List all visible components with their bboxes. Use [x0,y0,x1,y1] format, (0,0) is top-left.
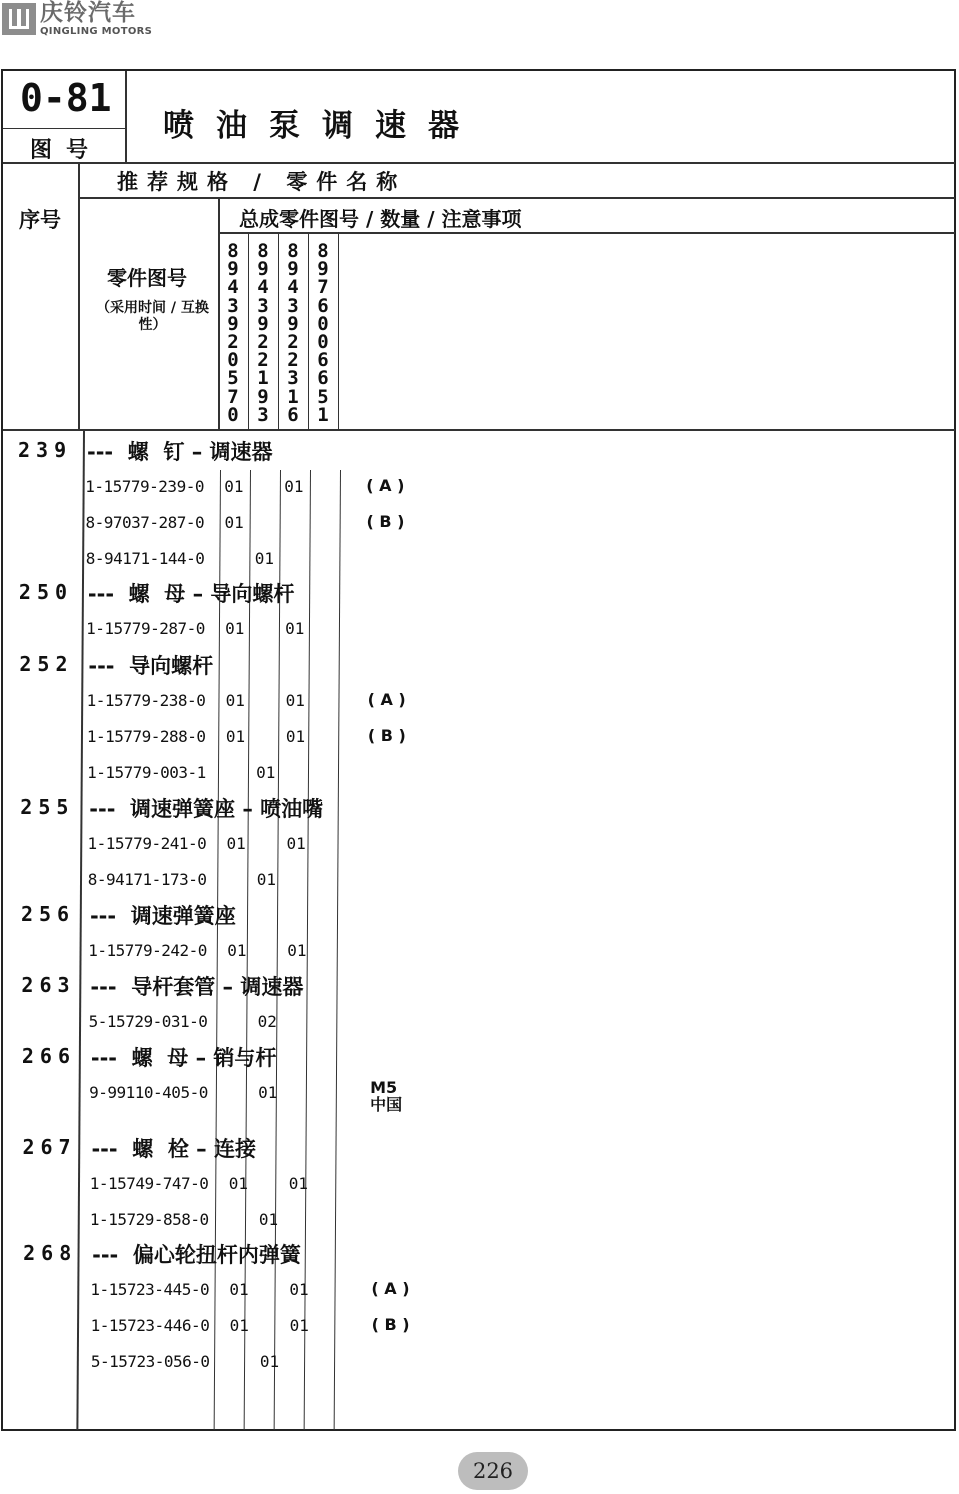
title-underline [3,162,955,164]
group-name: --- 偏心轮扭杆内弹簧 [92,1243,301,1267]
part-number: 8-97037-287-0 [85,513,205,532]
assembly-number-2: 8943922193 [257,240,269,426]
part-number: 9-99110-405-0 [89,1083,208,1102]
part-number: 1-15723-445-0 [90,1280,210,1299]
group-name: --- 导杆套管 – 调速器 [90,975,304,999]
part-number: 5-15723-056-0 [90,1352,210,1371]
group-seq: 263 [21,973,76,997]
part-qty: 01 [289,1316,309,1335]
group-seq: 252 [19,652,74,676]
assembly-number-1: 8943920570 [227,240,239,426]
part-qty: 01 [285,619,305,638]
part-number: 1-15729-858-0 [89,1210,209,1229]
part-number: 1-15779-288-0 [86,727,206,746]
part-qty: 01 [285,727,306,746]
part-qty: 01 [256,763,276,782]
part-qty: 01 [228,1174,248,1193]
part-qty: 02 [257,1012,277,1031]
part-number: 1-15779-287-0 [86,619,205,638]
part-number: 1-15749-747-0 [89,1174,209,1193]
part-note: ( A ) [371,1279,410,1298]
seq-vline-header [78,164,80,430]
part-qty: 01 [259,1352,280,1371]
part-qty: 01 [258,1083,278,1102]
part-note: ( A ) [367,690,406,709]
part-number: 1-15723-446-0 [90,1316,210,1335]
part-qty: 01 [224,477,244,496]
part-qty: 01 [258,1210,279,1229]
part-qty: 01 [285,691,305,710]
part-qty: 01 [227,941,247,960]
fig-divider [3,128,125,129]
asm-underline [220,232,955,234]
part-number: 1-15779-003-1 [87,763,206,782]
part-qty: 01 [225,691,245,710]
spec-header: 推荐规格 / 零件名称 [117,170,407,194]
group-seq: 255 [20,795,75,819]
asm-vline-1 [248,234,249,430]
part-qty: 01 [286,834,306,853]
asm-vline-4 [338,234,339,430]
part-number: 1-15779-239-0 [85,477,204,496]
group-name: --- 螺 钉 – 调速器 [87,440,273,464]
seq-header: 序号 [19,208,61,232]
figure-number-label: 图号 [30,138,103,163]
part-note: M5 中国 [370,1078,403,1114]
group-name: --- 调速弹簧座 [89,904,236,928]
asm-vline-2 [278,234,279,430]
part-number: 8-94171-144-0 [85,549,205,568]
part-note: ( B ) [371,1315,410,1334]
brand-logo [2,2,152,36]
brand-name-cn: 庆铃汽车 [40,0,136,26]
brand-text [40,2,152,37]
group-seq: 250 [18,580,74,604]
group-name: --- 调速弹簧座 – 喷油嘴 [89,797,324,821]
part-number: 1-15779-241-0 [87,834,207,853]
group-name: --- 螺 母 – 销与杆 [90,1046,277,1070]
part-qty: 01 [284,477,304,496]
part-qty: 01 [288,1174,308,1193]
figure-number: 0-81 [20,76,112,120]
page-number: 226 [458,1452,528,1490]
group-seq: 268 [23,1241,78,1265]
part-qty: 01 [225,727,246,746]
part-number: 1-15779-242-0 [88,941,207,960]
spec-underline [80,197,955,199]
group-name: --- 螺 母 – 导向螺杆 [87,582,295,606]
asm-vline-3 [308,234,309,430]
part-qty: 01 [256,870,277,889]
group-seq: 267 [22,1135,77,1159]
part-qty: 01 [225,619,245,638]
fig-vline [125,71,127,163]
part-qty: 01 [229,1280,249,1299]
page-title: 喷油泵调速器 [163,108,481,144]
part-number: 8-94171-173-0 [87,870,207,889]
part-no-header: 零件图号 [107,266,187,290]
part-note: ( A ) [366,476,405,495]
part-note-header: （采用时间 / 互换性） [96,300,209,333]
part-number: 1-15779-238-0 [86,691,206,710]
group-name: --- 导向螺杆 [88,654,214,678]
part-qty: 01 [226,834,246,853]
brand-mark-icon [2,3,36,35]
part-note: ( B ) [366,512,405,531]
header-bottom-line [3,429,955,431]
part-qty: 01 [254,549,274,568]
group-seq: 239 [18,438,73,462]
part-qty: 01 [229,1316,249,1335]
assembly-number-3: 8943922316 [287,240,299,426]
part-number: 5-15729-031-0 [88,1012,208,1031]
assembly-number-4: 8976006651 [317,240,329,426]
group-seq: 266 [21,1044,76,1068]
part-qty: 01 [287,941,307,960]
assembly-header: 总成零件图号 / 数量 / 注意事项 [239,207,522,231]
part-qty: 01 [224,513,244,532]
part-qty: 01 [289,1280,309,1299]
brand-name-en: QINGLING MOTORS [40,25,153,37]
part-note: ( B ) [367,726,406,745]
group-seq: 256 [20,902,76,926]
group-name: --- 螺 栓 – 连接 [91,1137,256,1161]
